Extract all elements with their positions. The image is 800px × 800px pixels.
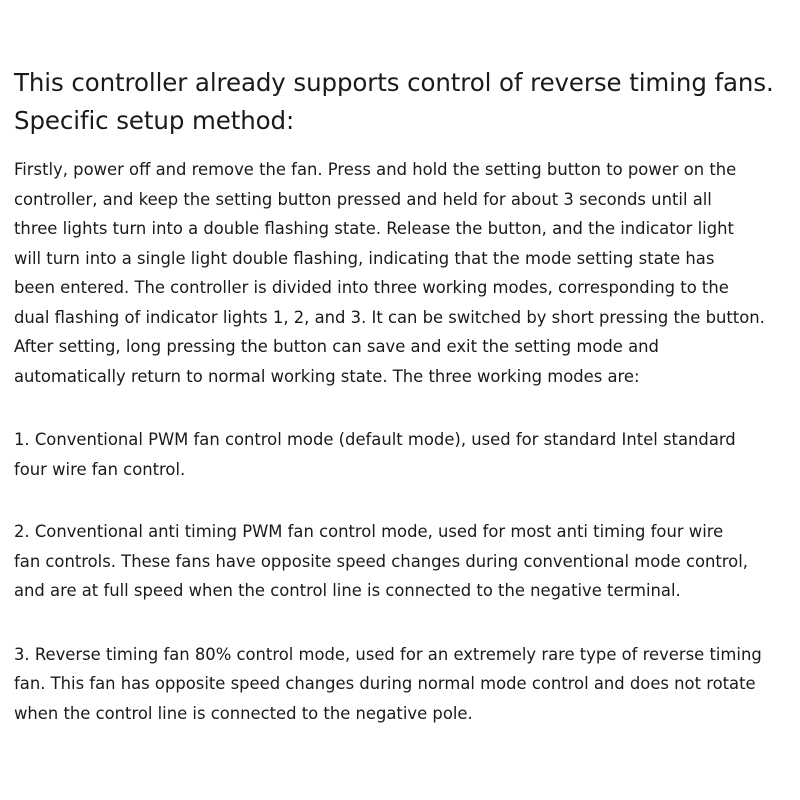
text-line: three lights turn into a double flashing state. Release the button, and the indicator light — [14, 219, 734, 238]
text-line: fan. This fan has opposite speed changes during normal mode control and does not rotate — [14, 674, 756, 693]
title-line: Specific setup method: — [14, 106, 295, 135]
text-line: controller, and keep the setting button pressed and held for about 3 seconds until all — [14, 189, 712, 209]
text-line: four wire fan control. — [14, 459, 186, 479]
text-line: automatically return to normal working state. The three working modes are: — [14, 366, 640, 386]
text-line: 2. Conventional anti timing PWM fan control mode, used for most anti timing four wire — [14, 522, 724, 541]
page-title — [14, 64, 796, 140]
mode-2-paragraph — [14, 517, 796, 606]
text-line: when the control line is connected to the negative pole. — [14, 703, 473, 723]
text-line: 3. Reverse timing fan 80% control mode, used for an extremely rare type of reverse timing — [14, 644, 762, 664]
text-line: and are at full speed when the control line is connected to the negative terminal. — [14, 581, 681, 600]
text-line: dual flashing of indicator lights 1, 2, and 3. It can be switched by short pressing the button. — [14, 307, 765, 327]
text-line: After setting, long pressing the button can save and exit the setting mode and — [14, 337, 659, 356]
text-line: been entered. The controller is divided into three working modes, corresponding to the — [14, 278, 729, 297]
intro-paragraph — [14, 155, 796, 391]
text-line: Firstly, power off and remove the fan. Press and hold the setting button to power on the — [14, 160, 737, 179]
text-line: will turn into a single light double flashing, indicating that the mode setting state has — [14, 248, 715, 268]
mode-3-paragraph — [14, 640, 796, 729]
document-body — [14, 64, 796, 728]
text-line: 1. Conventional PWM fan control mode (default mode), used for standard Intel standard — [14, 430, 736, 449]
text-line: fan controls. These fans have opposite speed changes during conventional mode control, — [14, 551, 748, 571]
title-line: This controller already supports control of reverse timing fans. — [14, 68, 774, 97]
mode-1-paragraph — [14, 425, 796, 484]
